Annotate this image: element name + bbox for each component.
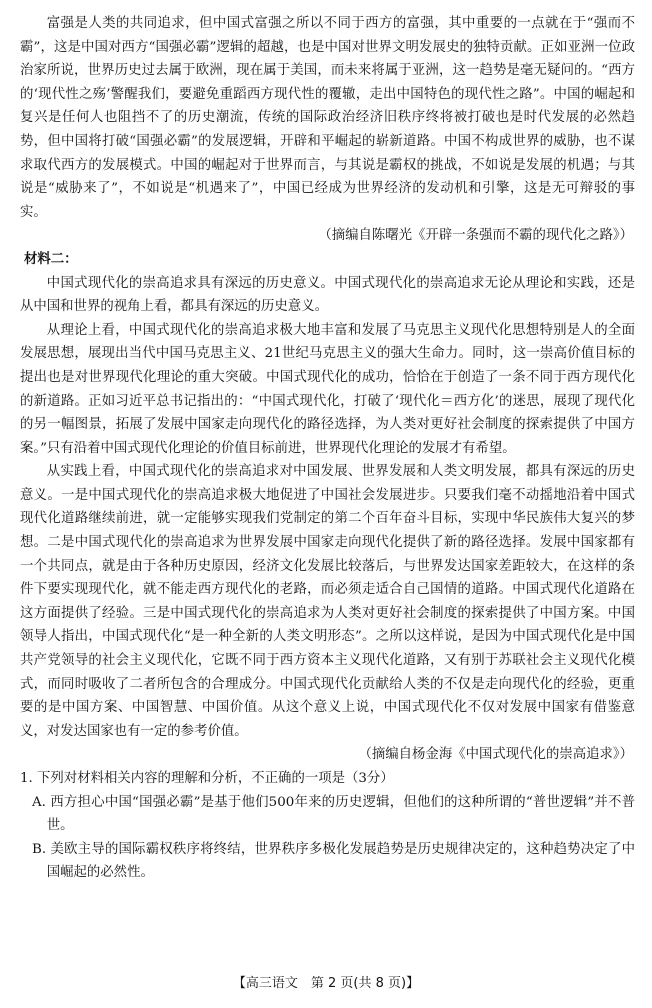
- page-footer: 【高三语文 第 2 页(共 8 页)】: [232, 976, 420, 991]
- paragraph-m2-practice: 从实践上看，中国式现代化的崇高追求对中国发展、世界发展和人类文明发展，都具有深远的历史意义。一是中国式现代化的崇高追求极大地促进了中国社会发展进步。只要我们毫不动摇地沿着中国式现代化道路继续前进，就一定能够实现我们党制定的第二个百年奋斗目标，实现中华民族伟大复兴的梦想。二是中国式现代化的崇高追求为世界发展中国家走向现代化提供了新的路径选择。发展中国家都有一个共同点，就是由于各种历史原因，经济文化发展比较落后，与世界发达国家差距较大，在这样的条件下要实现现代化，就不能走西方现代化的老路，而必须走适合自己国情的道路。中国式现代化道路在这方面提供了经验。三是中国式现代化的崇高追求为人类对更好社会制度的探索提供了中国方案。中国领导人指出，中国式现代化“是一种全新的人类文明形态”。之所以这样说，是因为中国式现代化是中国共产党领导的社会主义现代化，它既不同于西方资本主义现代化道路，又有别于苏联社会主义现代化模式，而同时吸收了二者所包含的合理成分。中国式现代化贡献给人类的不仅是走向现代化的经验，更重要的是中国方案、中国智慧、中国价值。从这个意义上说，中国式现代化不仅对发展中国家有借鉴意义，对发达国家也有一定的参考价值。: [20, 464, 635, 739]
- document-page: [20, 12, 635, 885]
- question-1-stem: 1. 下列对材料相关内容的理解和分析，不正确的一项是（3分）: [20, 771, 394, 786]
- question-1-option-b: B. 美欧主导的国际霸权秩序将终结，世界秩序多极化发展趋势是历史规律决定的，这种趋势决定了中国崛起的必然性。: [32, 841, 635, 881]
- source-citation-2: （摘编自杨金海《中国式现代化的崇高追求》）: [358, 747, 633, 763]
- source-citation-1: （摘编自陈曙光《开辟一条强而不霸的现代化之路》）: [318, 228, 633, 244]
- paragraph-m2-theory: 从理论上看，中国式现代化的崇高追求极大地丰富和发展了马克思主义现代化思想特别是人的全面发展思想，展现出当代中国马克思主义、21世纪马克思主义的强大生命力。同时，这一崇高价值目标的提出也是对世界现代化理论的重大突破。中国式现代化的成功，恰恰在于创造了一条不同于西方现代化的新道路。正如习近平总书记指出的：“中国式现代化，打破了‘现代化＝西方化’的迷思，展现了现代化的另一幅图景，拓展了发展中国家走向现代化的路径选择，为人类对更好社会制度的探索提供了中国方案。”只有沿着中国式现代化理论的价值目标前进，世界现代化理论的发展才有希望。: [20, 322, 635, 456]
- paragraph-m2-intro: 中国式现代化的崇高追求具有深远的历史意义。中国式现代化的崇高追求无论从理论和实践，还是从中国和世界的视角上看，都具有深远的历史意义。: [20, 275, 635, 315]
- question-1-option-a: A. 西方担心中国“国强必霸”是基于他们500年来的历史逻辑，但他们的这种所谓的“普世逻辑”并不普世。: [32, 794, 635, 834]
- paragraph-strong-not-hegemonic: 富强是人类的共同追求，但中国式富强之所以不同于西方的富强，其中重要的一点就在于“强而不霸”，这是中国对西方“国强必霸”逻辑的超越，也是中国对世界文明发展史的独特贡献。正如亚洲一位政治家所说，世界历史过去属于欧洲，现在属于美国，而未来将属于亚洲，这一趋势是毫无疑问的。“西方的‘现代性之殇’警醒我们，要避免重蹈西方现代性的覆辙，走出中国特色的现代性之路”。中国的崛起和复兴是任何人也阻挡不了的历史潮流，传统的国际政治经济旧秩序终将被打破也是时代发展的必然趋势，但中国将打破“国强必霸”的发展逻辑，开辟和平崛起的崭新道路。中国不构成世界的威胁，也不谋求取代西方的发展模式。中国的崛起对于世界而言，与其说是霸权的挑战，不如说是发展的机遇；与其说是“威胁来了”，不如说是“机遇来了”，中国已经成为世界经济的发动机和引擎，这是无可辩驳的事实。: [20, 16, 635, 220]
- material-2-heading: 材料二：: [24, 251, 78, 267]
